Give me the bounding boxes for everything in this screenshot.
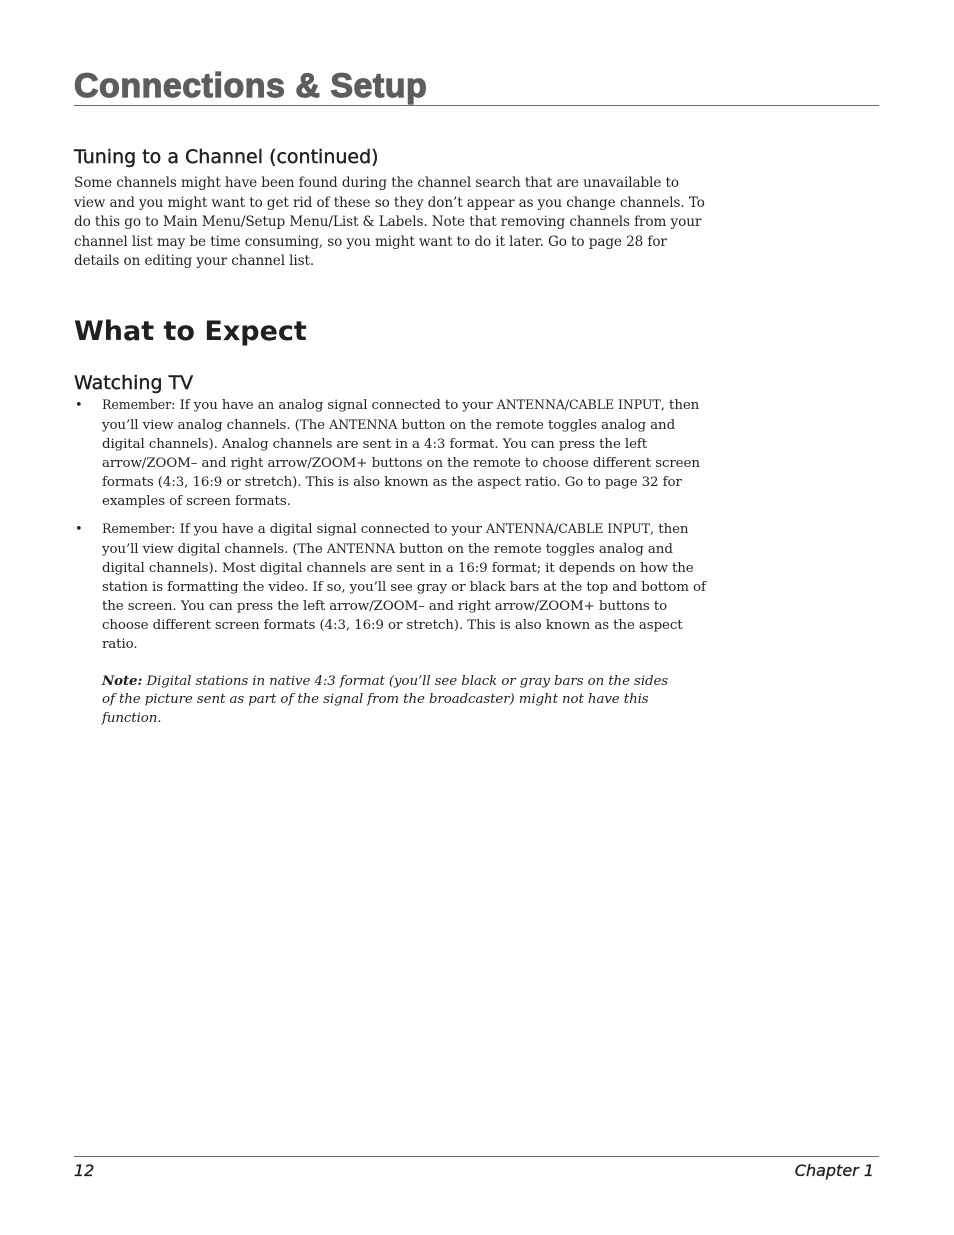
note [102, 672, 682, 729]
what-to-expect-heading: What to Expect [74, 315, 307, 347]
colon: : [171, 522, 176, 538]
main-content [74, 143, 714, 728]
note-text: Digital stations in native 4:3 format (you’ll see black or gray bars on the sides of the picture sent as part of the signal from the broadcaster) might not have this function. [102, 673, 669, 726]
remember-label: Remember [102, 521, 172, 537]
tuning-section [74, 143, 714, 272]
chapter-label: Chapter 1 [794, 1161, 874, 1180]
colon: : [171, 397, 176, 413]
bullet-text-part: , then you’ll view analog channels. (The [102, 397, 700, 433]
bullet-text-part: If you have an analog signal connected to your [175, 397, 497, 413]
list-item [74, 520, 714, 728]
bullet-text-part: If you have a digital signal connected to your [175, 522, 486, 538]
bullet-text [102, 396, 714, 511]
bullet-text [102, 520, 714, 654]
button-name: ANTENNA [329, 416, 398, 432]
input-name: ANTENNA/CABLE INPUT [496, 396, 661, 412]
bullet-text-part: , then you’ll view digital channels. (The [102, 522, 689, 558]
footer-row [74, 1161, 879, 1181]
page-number: 12 [74, 1161, 95, 1180]
bullet-text-part: button on the remote toggles analog and digital channels). Analog channels are sent in a 4:3 format. You can press the left arrow/ZOOM– and right arrow/ZOOM+ buttons on the remote to choose different screen formats (4:3, 16:9 or stretch). This is also known as the aspect ratio. Go to page 32 for examples of screen formats. [102, 417, 700, 509]
chapter-title: Connections & Setup [74, 67, 428, 105]
bullet-text-part: button on the remote toggles analog and digital channels). Most digital channels are sent in a 16:9 format; it depends on how the station is formatting the video. If so, you’ll see gray or black bars at the top and bottom of the screen. You can press the left arrow/ZOOM– and right arrow/ZOOM+ buttons to choose different screen formats (4:3, 16:9 or stretch). This is also known as the aspect ratio. [102, 542, 706, 652]
list-item [74, 396, 714, 511]
page-footer [74, 1156, 879, 1181]
tuning-paragraph: Some channels might have been found during the channel search that are unavailable to view and you might want to get rid of these so they don’t appear as you change channels. To do this go to Main Menu/Setup Menu/List & Labels. Note that removing channels from your channel list may be time consuming, so you might want to do it later. Go to page 28 for details on editing your channel list. [74, 175, 705, 270]
input-name: ANTENNA/CABLE INPUT [485, 521, 650, 537]
bullet-icon: • [75, 522, 83, 538]
watching-tv-heading: Watching TV [74, 371, 194, 394]
what-to-expect-section [74, 315, 714, 728]
page-header [74, 66, 879, 106]
bullet-icon: • [75, 397, 83, 413]
note-label: Note: [102, 672, 143, 689]
footer-divider [74, 1156, 879, 1157]
tuning-heading: Tuning to a Channel (continued) [74, 146, 379, 168]
bullet-list [74, 396, 714, 728]
button-name: ANTENNA [326, 541, 395, 557]
remember-label: Remember [102, 396, 172, 412]
